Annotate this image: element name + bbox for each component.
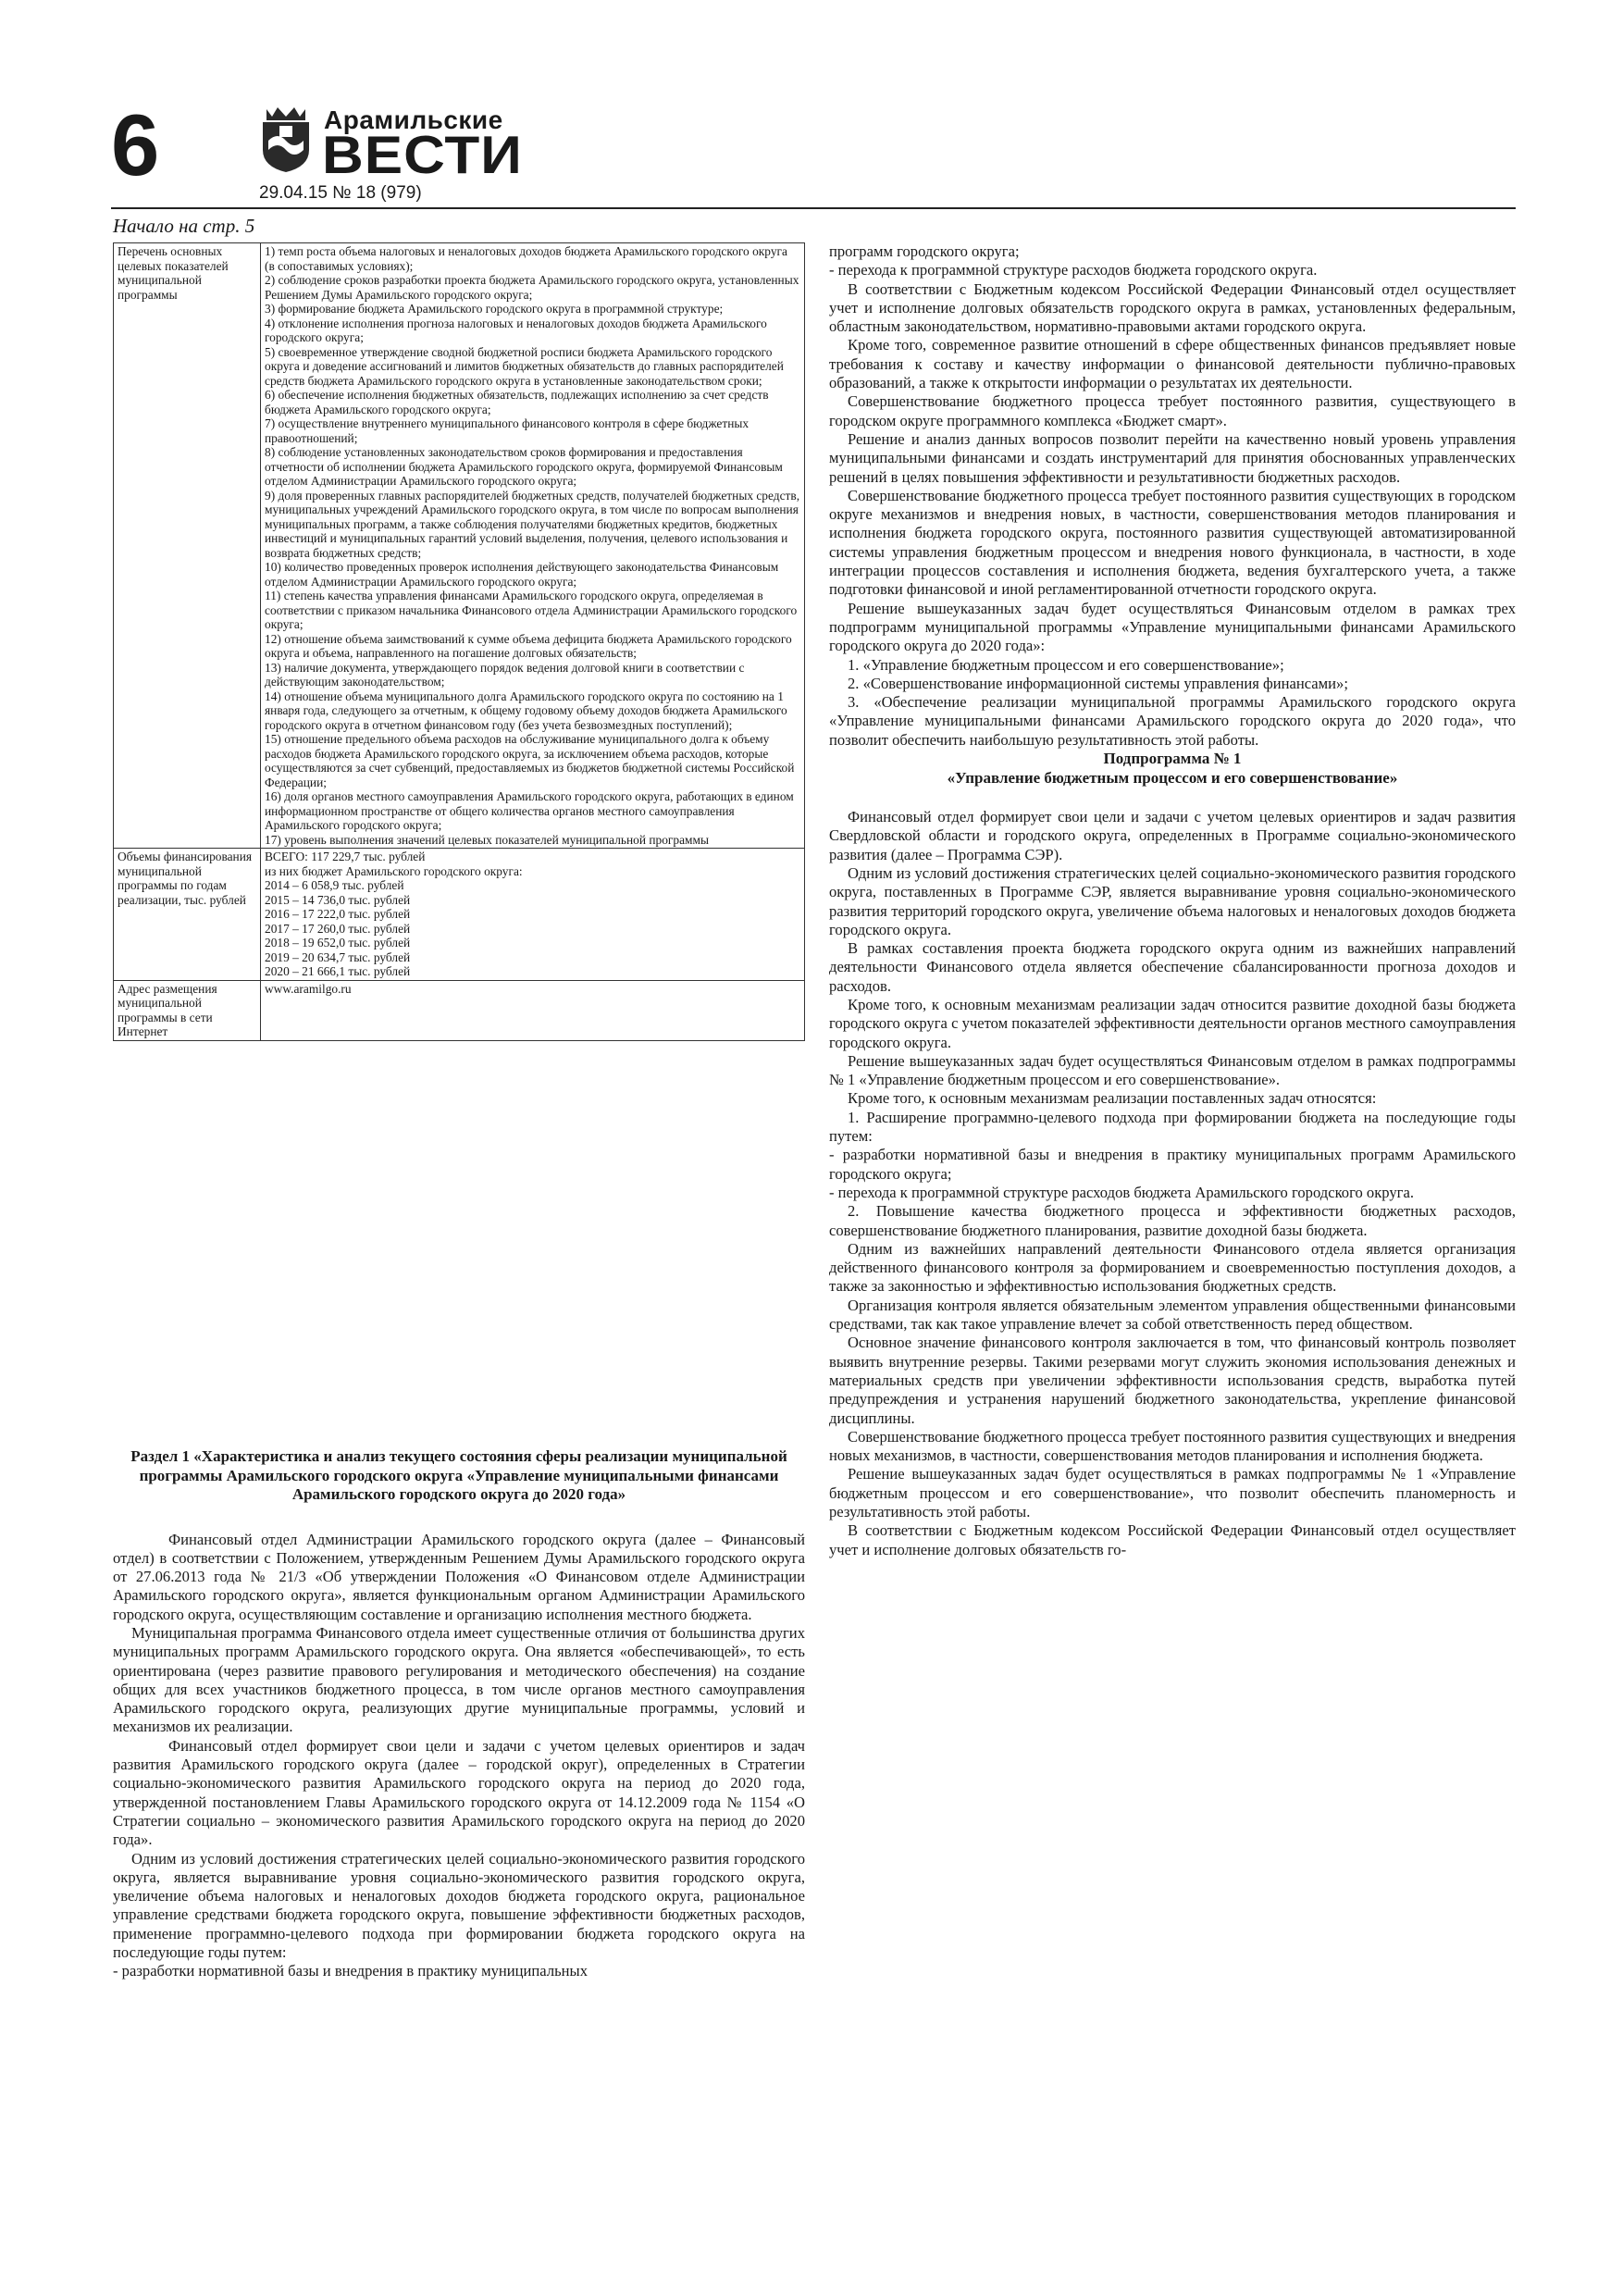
continuation-note: Начало на стр. 5: [113, 215, 255, 237]
paragraph: 1. «Управление бюджетным процессом и его совершенствование»;: [848, 655, 1284, 674]
list-item: ВСЕГО: 117 229,7 тыс. рублей: [265, 850, 426, 863]
list-item: 9) доля проверенных главных распорядителей бюджетных средств, получателей бюджетных средств, муниципальных учреждений Арамильского городского округа, в том числе по вопросам выполнения муниципальных программ, а также соблюдения получателями бюджетных кредитов, бюджетных инвестиций и муниципальных гарантий условий выделения, получения, целевого использования и возврата бюджетных средств;: [265, 488, 800, 560]
paragraph: - перехода к программной структуре расходов бюджета городского округа.: [829, 261, 1318, 279]
coat-of-arms-logo: [257, 104, 315, 174]
row-label: Перечень основных целевых показателей муниципальной программы: [114, 243, 261, 849]
left-column-section: [113, 1446, 805, 1981]
paragraph: Решение вышеуказанных задач будет осуществляться в рамках подпрограммы № 1 «Управление бюджетным процессом и его совершенствование», что позволит обеспечить планомерность и результативность этой работы.: [829, 1465, 1516, 1520]
paragraph: Кроме того, к основным механизмам реализации поставленных задач относятся:: [848, 1089, 1377, 1108]
list-item: 2019 – 20 634,7 тыс. рублей: [265, 949, 411, 964]
list-item: 2015 – 14 736,0 тыс. рублей: [265, 892, 411, 907]
list-item: 17) уровень выполнения значений целевых показателей муниципальной программы: [265, 832, 709, 847]
masthead-small: Арамильские: [324, 105, 503, 134]
list-item: 5) своевременное утверждение сводной бюджетной росписи бюджета Арамильского городского округа и доведение ассигнований и лимитов бюджетных обязательств до главных распорядителей средств бюджета Арамильского городского округа в установленные законодательством сроки;: [265, 344, 784, 388]
paragraph: Решение вышеуказанных задач будет осуществляться Финансовым отделом в рамках подпрограммы № 1 «Управление бюджетным процессом и его совершенствование».: [829, 1051, 1516, 1089]
paragraph: 2. «Совершенствование информационной системы управления финансами»;: [848, 674, 1348, 692]
row-content: [261, 243, 805, 849]
list-item: 4) отклонение исполнения прогноза налоговых и неналоговых доходов бюджета Арамильского городского округа;: [265, 316, 767, 344]
paragraph: В рамках составления проекта бюджета городского округа одним из важнейших направлений деятельности Финансового отдела является обеспечение сбалансированности прогноза доходов и расходов.: [829, 939, 1516, 995]
list-item: 7) осуществление внутреннего муниципального финансового контроля в сфере бюджетных правоотношений;: [265, 416, 750, 445]
program-passport-table: [113, 242, 805, 1041]
paragraph: Одним из важнейших направлений деятельности Финансового отдела является организация действенного финансового контроля за формированием и своевременностью поступления доходов, а также за законностью и эффективностью использования бюджетных средств.: [829, 1239, 1516, 1296]
list-item: 2020 – 21 666,1 тыс. рублей: [265, 964, 411, 978]
list-item: 2016 – 17 222,0 тыс. рублей: [265, 907, 411, 921]
list-item: 2018 – 19 652,0 тыс. рублей: [265, 936, 411, 949]
paragraph: Финансовый отдел Администрации Арамильского городского округа (далее – Финансовый отдел) в соответствии с Положением, утвержденным Решением Думы Арамильского городского округа от 27.06.2013 года № 21/3 «Об утверждении Положения «О Финансовом отделе Администрации Арамильского городского округа», является функциональным органом Администрации Арамильского городского округа, осуществляющим составление и организацию исполнения местного бюджета.: [113, 1530, 805, 1623]
list-item: 8) соблюдение установленных законодательством сроков формирования и предоставления отчетности об исполнении бюджета Арамильского городского округа, формируемой Финансовым отделом Администрации Арамильского городского округа;: [265, 445, 783, 488]
paragraph: Финансовый отдел формирует свои цели и задачи с учетом целевых ориентиров и задач развития Арамильского городского округа (далее – городской округ), определенных в Стратегии социально-экономического развития Арамильского городского округа на период до 2020 года, утвержденной постановлением Главы Арамильского городского округа от 14.12.2009 года № 1154 «О Стратегии социально – экономического развития Арамильского городского округа на период до 2020 года».: [113, 1736, 805, 1849]
list-item: 16) доля органов местного самоуправления Арамильского городского округа, работающих в едином информационном пространстве от общего количества органов местного самоуправления Арамильского городского округа;: [265, 789, 794, 832]
paragraph: Одним из условий достижения стратегических целей социально-экономического развития городского округа, является выравнивание уровня социально-экономического развития городского округа, увеличение объема налоговых и неналоговых доходов бюджета городского округа, рациональное управление средствами бюджета городского округа, повышение эффективности бюджетных расходов, применение программно-целевого подхода при формировании бюджета городского округа на последующие годы путем:: [113, 1849, 805, 1962]
paragraph: Кроме того, к основным механизмам реализации задач относится развитие доходной базы бюджета городского округа с учетом показателей эффективности деятельности органов местного самоуправления городского округа.: [829, 995, 1516, 1051]
paragraph: Муниципальная программа Финансового отдела имеет существенные отличия от большинства других муниципальных программ Арамильского городского округа. Она является «обеспечивающей», то есть ориентирована (через развитие правового регулирования и методического обеспечения) на создание общих для всех участников бюджетного процесса, в том числе органов местного самоуправления Арамильского городского округа, реализующих другие муниципальные программы, условий и механизмов их реализации.: [113, 1623, 805, 1736]
paragraph: Совершенствование бюджетного процесса требует постоянного развития, существующего в городском округе программного комплекса «Бюджет смарт».: [829, 392, 1516, 429]
paragraph: 3. «Обеспечение реализации муниципальной программы Арамильского городского округа «Управление муниципальными финансами Арамильского городского округа до 2020 года», что позволит обеспечить наибольшую результативность этой работы.: [829, 693, 1516, 749]
masthead-title: ВЕСТИ: [322, 126, 523, 185]
list-item: 10) количество проведенных проверок исполнения действующего законодательства Финансовым отделом Администрации Арамильского городского округа;: [265, 560, 779, 589]
list-item: 14) отношение объема муниципального долга Арамильского городского округа по состоянию на 1 января года, следующего за отчетным, к общему годовому объему доходов бюджета Арамильского городского округа в отчетном финансовом году (без учета безвозмездных поступлений);: [265, 689, 787, 732]
paragraph: В соответствии с Бюджетным кодексом Российской Федерации Финансовый отдел осуществляет учет и исполнение долговых обязательств городского округа в рамках, установленных федеральным, областным законодательством, нормативно-правовыми актами городского округа.: [829, 279, 1516, 336]
paragraph: Кроме того, современное развитие отношений в сфере общественных финансов предъявляет новые требования к составу и качеству информации о финансовой деятельности публично-правовых образований, а также к открытости информации о результатах их деятельности.: [829, 336, 1516, 392]
table-row: [114, 980, 805, 1040]
paragraph: Совершенствование бюджетного процесса требует постоянного развития существующих в городском округе механизмов и внедрения новых, в частности, совершенствования методов планирования и исполнения бюджета городского округа, постоянного развития существующей автоматизированной системы управления бюджетным процессом и внедрения нового функционала, в частности, в ходе интеграции процессов составления и исполнения бюджета, ведения бухгалтерского учета, а также подготовки финансовой и иной регламентированной отчетности городского округа.: [829, 486, 1516, 599]
paragraph: - перехода к программной структуре расходов бюджета Арамильского городского округа.: [829, 1183, 1414, 1201]
paragraph: Одним из условий достижения стратегических целей социально-экономического развития городского округа, поставленных в Программе СЭР, является выравнивание уровня социально-экономического развития территорий городского округа, увеличение объема налоговых и неналоговых доходов бюджета городского округа.: [829, 863, 1516, 938]
paragraph: 1. Расширение программно-целевого подхода при формировании бюджета на последующие годы путем:: [829, 1108, 1516, 1146]
header-divider: [111, 207, 1516, 209]
list-item: 1) темп роста объема налоговых и неналоговых доходов бюджета Арамильского городского округа (в сопоставимых условиях);: [265, 244, 787, 273]
paragraph: программ городского округа;: [829, 242, 1020, 260]
list-item: 11) степень качества управления финансами Арамильского городского округа, определяемая в соответствии с приказом начальника Финансового отдела Администрации Арамильского городского округа;: [265, 589, 798, 631]
paragraph: - разработки нормативной базы и внедрения в практику муниципальных программ Арамильского городского округа;: [829, 1146, 1516, 1183]
list-item: 2017 – 17 260,0 тыс. рублей: [265, 921, 411, 936]
row-label: Объемы финансирования муниципальной программы по годам реализации, тыс. рублей: [114, 849, 261, 981]
subprogram-subtitle: «Управление бюджетным процессом и его совершенствование»: [947, 768, 1398, 787]
list-item: 15) отношение предельного объема расходов на обслуживание муниципального долга к объему расходов бюджета Арамильского городского округа, за исключением объема расходов, которые осуществляются за счет субвенций, предоставляемых из бюджетов бюджетной системы Российской Федерации;: [265, 732, 795, 789]
list-item: 3) формирование бюджета Арамильского городского округа в программной структуре;: [265, 302, 724, 316]
paragraph: Финансовый отдел формирует свои цели и задачи с учетом целевых ориентиров и задач развития Свердловской области и городского округа, определенных в Программе социально-экономического развития (далее – Программа СЭР).: [829, 808, 1516, 863]
row-content: [261, 980, 805, 1040]
list-item: 2) соблюдение сроков разработки проекта бюджета Арамильского городского округа, установленных Решением Думы Арамильского городского округа;: [265, 273, 799, 302]
list-item: 6) обеспечение исполнения бюджетных обязательств, подлежащих исполнению за счет средств бюджета Арамильского городского округа;: [265, 388, 769, 416]
row-label: Адрес размещения муниципальной программы в сети Интернет: [114, 980, 261, 1040]
paragraph: Организация контроля является обязательным элементом управления общественными финансовыми средствами, так как такое управление влечет за собой ответственность перед обществом.: [829, 1296, 1516, 1334]
left-column-top: [113, 242, 805, 1041]
paragraph: Совершенствование бюджетного процесса требует постоянного развития существующих и внедрения новых механизмов, в частности, совершенствования методов планирования и исполнения бюджета.: [829, 1427, 1516, 1465]
table-row: [114, 849, 805, 981]
paragraph: - разработки нормативной базы и внедрения в практику муниципальных: [113, 1962, 588, 1980]
right-column: [829, 242, 1516, 1559]
paragraph: Основное значение финансового контроля заключается в том, что финансовый контроль позволяет выявить внутренние резервы. Такими резервами могут служить экономия использования денежных и материальных средств при увеличении эффективности использования средств, выработка путей предупреждения и устранения нарушений бюджетного законодательства, укрепление финансовой дисциплины.: [829, 1334, 1516, 1427]
list-item: 2014 – 6 058,9 тыс. рублей: [265, 878, 404, 892]
list-item: из них бюджет Арамильского городского округа:: [265, 863, 523, 878]
list-item: 13) наличие документа, утверждающего порядок ведения долговой книги в соответствии с действующим законодательством;: [265, 660, 745, 689]
subprogram-title: Подпрограмма № 1: [1103, 750, 1242, 768]
paragraph: В соответствии с Бюджетным кодексом Российской Федерации Финансовый отдел осуществляет учет и исполнение долговых обязательств го-: [829, 1521, 1516, 1558]
issue-info: 29.04.15 № 18 (979): [259, 183, 422, 203]
page-number: 6: [111, 96, 160, 193]
table-row: [114, 243, 805, 849]
website-link[interactable]: www.aramilgo.ru: [265, 981, 352, 996]
section-title: Раздел 1 «Характеристика и анализ текущего состояния сферы реализации муниципальной программы Арамильского городского округа «Управление муниципальными финансами Арамильского городского округа до 2020 года»: [130, 1447, 787, 1503]
row-content: [261, 849, 805, 981]
paragraph: 2. Повышение качества бюджетного процесса и эффективности бюджетных расходов, совершенствование бюджетного планирования, развитие доходной базы бюджета.: [829, 1202, 1516, 1239]
paragraph: Решение вышеуказанных задач будет осуществляться Финансовым отделом в рамках трех подпрограмм муниципальной программы «Управление муниципальными финансами Арамильского городского округа до 2020 года»:: [829, 599, 1516, 655]
list-item: 12) отношение объема заимствований к сумме объема дефицита бюджета Арамильского городского округа и объема, направленного на погашение долговых обязательств;: [265, 631, 792, 660]
paragraph: Решение и анализ данных вопросов позволит перейти на качественно новый уровень управления муниципальными финансами и создать инструментарий для принятия обоснованных управленческих решений в целях повышения эффективности и результативности бюджетных расходов.: [829, 429, 1516, 486]
